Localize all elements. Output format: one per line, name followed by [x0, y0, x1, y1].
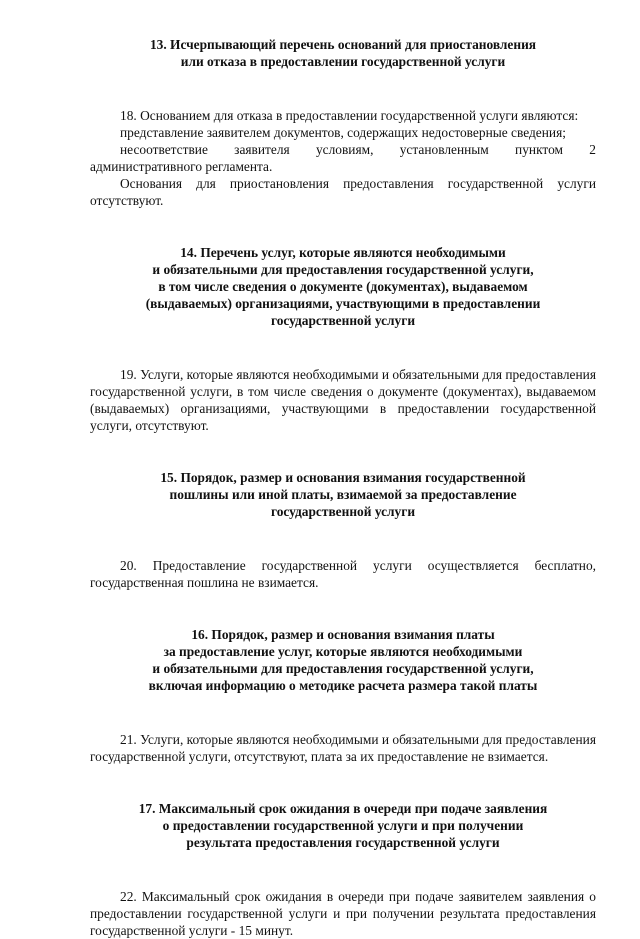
heading-line: включая информацию о методике расчета размера такой платы [148, 678, 538, 693]
heading-line: за предоставление услуг, которые являются необходимыми [163, 644, 523, 659]
heading-line: о предоставлении государственной услуги и при получении [162, 818, 524, 833]
paragraph-item: представление заявителем документов, содержащих недостоверные сведения; [120, 125, 566, 140]
paragraph-22: 22. Максимальный срок ожидания в очереди при подаче заявителем заявления о предоставлении государственной услуги и при получении результата предоставления государственной услуги - 15 минут. [90, 889, 596, 938]
paragraph-18: 18. Основанием для отказа в предоставлении государственной услуги являются: [120, 108, 579, 123]
heading-line: 16. Порядок, размер и основания взимания платы [191, 627, 495, 642]
section-heading [90, 36, 596, 70]
heading-line: пошлины или иной платы, взимаемой за предоставление [169, 487, 517, 502]
section-heading [90, 626, 596, 694]
section-14 [90, 244, 596, 434]
heading-line: 14. Перечень услуг, которые являются необходимыми [180, 245, 506, 260]
section-15 [90, 469, 596, 591]
section-heading [90, 800, 596, 851]
paragraph-item: несоответствие заявителя условиям, установленным пунктом 2 административного регламента. [90, 142, 596, 174]
paragraph-21: 21. Услуги, которые являются необходимыми и обязательными для предоставления государственной услуги, отсутствуют, плата за их предоставление не взимается. [90, 732, 596, 764]
section-13 [90, 36, 596, 209]
heading-line: 15. Порядок, размер и основания взимания государственной [160, 470, 526, 485]
heading-line: или отказа в предоставлении государственной услуги [180, 54, 506, 69]
heading-line: 13. Исчерпывающий перечень оснований для приостановления [149, 37, 537, 52]
heading-line: и обязательными для предоставления государственной услуги, [152, 262, 534, 277]
heading-line: и обязательными для предоставления государственной услуги, [152, 661, 534, 676]
section-heading [90, 469, 596, 520]
heading-line: результата предоставления государственной услуги [186, 835, 500, 850]
paragraph-20: 20. Предоставление государственной услуги осуществляется бесплатно, государственная пошлина не взимается. [90, 558, 596, 590]
heading-line: государственной услуги [270, 313, 416, 328]
heading-line: в том числе сведения о документе (документах), выдаваемом [158, 279, 528, 294]
heading-line: государственной услуги [270, 504, 416, 519]
paragraph-19: 19. Услуги, которые являются необходимыми и обязательными для предоставления государственной услуги, в том числе сведения о документе (документах), выдаваемом (выдаваемых) организациями, участвующими в предоставлении государственной услуги, отсутствуют. [90, 367, 596, 433]
section-16 [90, 626, 596, 765]
heading-line: (выдаваемых) организациями, участвующими в предоставлении [145, 296, 541, 311]
paragraph-item: Основания для приостановления предоставления государственной услуги отсутствуют. [90, 176, 596, 208]
heading-line: 17. Максимальный срок ожидания в очереди при подаче заявления [138, 801, 548, 816]
section-17 [90, 800, 596, 939]
section-heading [90, 244, 596, 329]
